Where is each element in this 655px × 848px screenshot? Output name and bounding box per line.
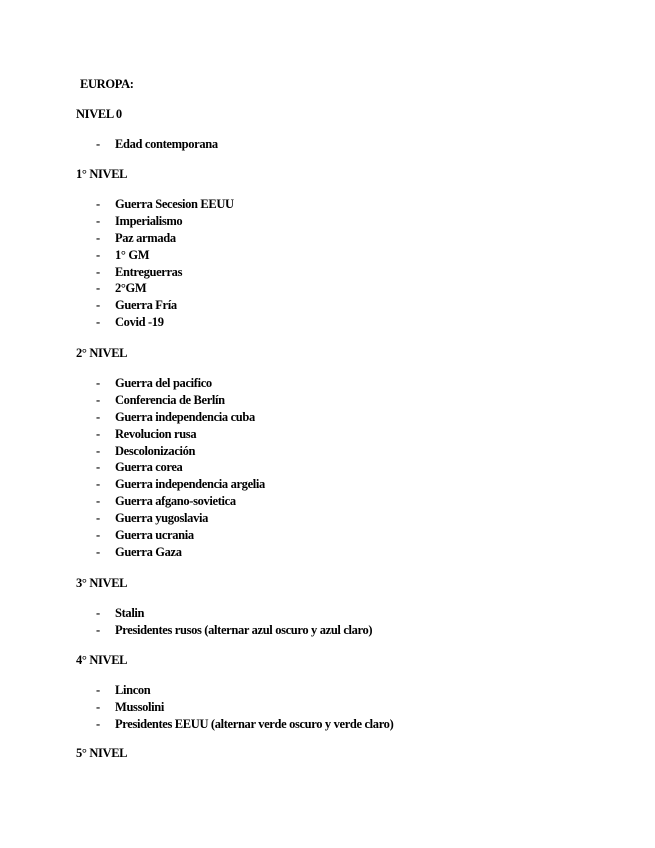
item-label: Presidentes rusos (alternar azul oscuro y azul claro) xyxy=(115,622,373,637)
bullet-dash: - xyxy=(96,460,100,475)
bullet-dash: - xyxy=(96,716,100,731)
list-item xyxy=(96,196,616,213)
bullet-dash: - xyxy=(96,298,100,313)
bullet-dash: - xyxy=(96,137,100,151)
item-label: Guerra yugoslavia xyxy=(115,511,209,526)
item-label: Guerra independencia cuba xyxy=(115,409,255,424)
section-heading: 1° NIVEL xyxy=(76,167,128,181)
list-item xyxy=(96,297,616,314)
bullet-dash: - xyxy=(96,392,100,407)
item-label: Descolonización xyxy=(115,443,196,458)
section-heading: 5° NIVEL xyxy=(76,746,128,760)
bullet-dash: - xyxy=(96,528,100,543)
list-item xyxy=(96,375,616,392)
list-item xyxy=(96,510,616,527)
section-nivel-3 xyxy=(76,575,373,637)
bullet-dash: - xyxy=(96,264,100,279)
document-title: EUROPA: xyxy=(80,77,134,91)
list-item xyxy=(96,682,616,699)
list-item xyxy=(96,605,616,622)
item-label: Stalin xyxy=(115,606,145,620)
section-nivel-1 xyxy=(76,166,234,330)
bullet-dash: - xyxy=(96,247,100,262)
bullet-dash: - xyxy=(96,683,100,697)
item-label: Presidentes EEUU (alternar verde oscuro y verde claro) xyxy=(115,716,394,731)
bullet-dash: - xyxy=(96,409,100,424)
item-label: Paz armada xyxy=(115,230,176,245)
bullet-dash: - xyxy=(96,699,100,714)
item-label: Entreguerras xyxy=(115,264,183,279)
bullet-dash: - xyxy=(96,477,100,492)
list-item xyxy=(96,716,616,733)
section-heading: NIVEL 0 xyxy=(76,107,122,121)
bullet-dash: - xyxy=(96,494,100,509)
item-label: Guerra afgano-sovietica xyxy=(115,494,236,509)
bullet-dash: - xyxy=(96,315,100,330)
section-heading: 2° NIVEL xyxy=(76,346,128,360)
section-heading: 3° NIVEL xyxy=(76,576,128,590)
list-item xyxy=(96,264,616,281)
item-label: Guerra independencia argelia xyxy=(115,477,265,492)
list-item xyxy=(96,280,616,297)
item-list xyxy=(96,605,616,639)
item-label: Guerra del pacifico xyxy=(115,376,212,390)
item-label: Guerra corea xyxy=(115,460,183,475)
item-label: 1° GM xyxy=(115,247,150,262)
section-nivel-2 xyxy=(76,345,265,559)
section-nivel-4 xyxy=(76,652,394,731)
list-item xyxy=(96,443,616,460)
item-list xyxy=(96,136,616,153)
bullet-dash: - xyxy=(96,230,100,245)
item-label: Guerra Fría xyxy=(115,298,177,313)
item-label: Imperialismo xyxy=(115,213,183,228)
list-item xyxy=(96,136,616,153)
list-item xyxy=(96,527,616,544)
item-label: Covid -19 xyxy=(115,315,164,330)
item-label: Revolucion rusa xyxy=(115,426,197,441)
item-label: Guerra ucrania xyxy=(115,528,194,543)
item-label: Guerra Secesion EEUU xyxy=(115,197,234,211)
section-nivel-5 xyxy=(76,745,127,761)
section-heading: 4° NIVEL xyxy=(76,653,128,667)
list-item xyxy=(96,426,616,443)
item-label: Lincon xyxy=(115,683,151,697)
item-label: Mussolini xyxy=(115,699,164,714)
item-list xyxy=(96,196,616,331)
list-item xyxy=(96,699,616,716)
list-item xyxy=(96,476,616,493)
item-label: Guerra Gaza xyxy=(115,544,182,559)
list-item xyxy=(96,230,616,247)
bullet-dash: - xyxy=(96,622,100,637)
list-item xyxy=(96,247,616,264)
bullet-dash: - xyxy=(96,426,100,441)
bullet-dash: - xyxy=(96,213,100,228)
list-item xyxy=(96,409,616,426)
list-item xyxy=(96,622,616,639)
section-nivel-0 xyxy=(76,106,218,151)
item-label: Conferencia de Berlín xyxy=(115,392,225,407)
bullet-dash: - xyxy=(96,511,100,526)
bullet-dash: - xyxy=(96,443,100,458)
item-list xyxy=(96,682,616,733)
list-item xyxy=(96,493,616,510)
item-label: 2°GM xyxy=(115,281,147,296)
bullet-dash: - xyxy=(96,606,100,620)
list-item xyxy=(96,314,616,331)
list-item xyxy=(96,544,616,561)
bullet-dash: - xyxy=(96,281,100,296)
list-item xyxy=(96,392,616,409)
bullet-dash: - xyxy=(96,376,100,390)
list-item xyxy=(96,459,616,476)
list-item xyxy=(96,213,616,230)
bullet-dash: - xyxy=(96,197,100,211)
item-label: Edad contemporana xyxy=(115,137,218,151)
item-list xyxy=(96,375,616,561)
bullet-dash: - xyxy=(96,544,100,559)
